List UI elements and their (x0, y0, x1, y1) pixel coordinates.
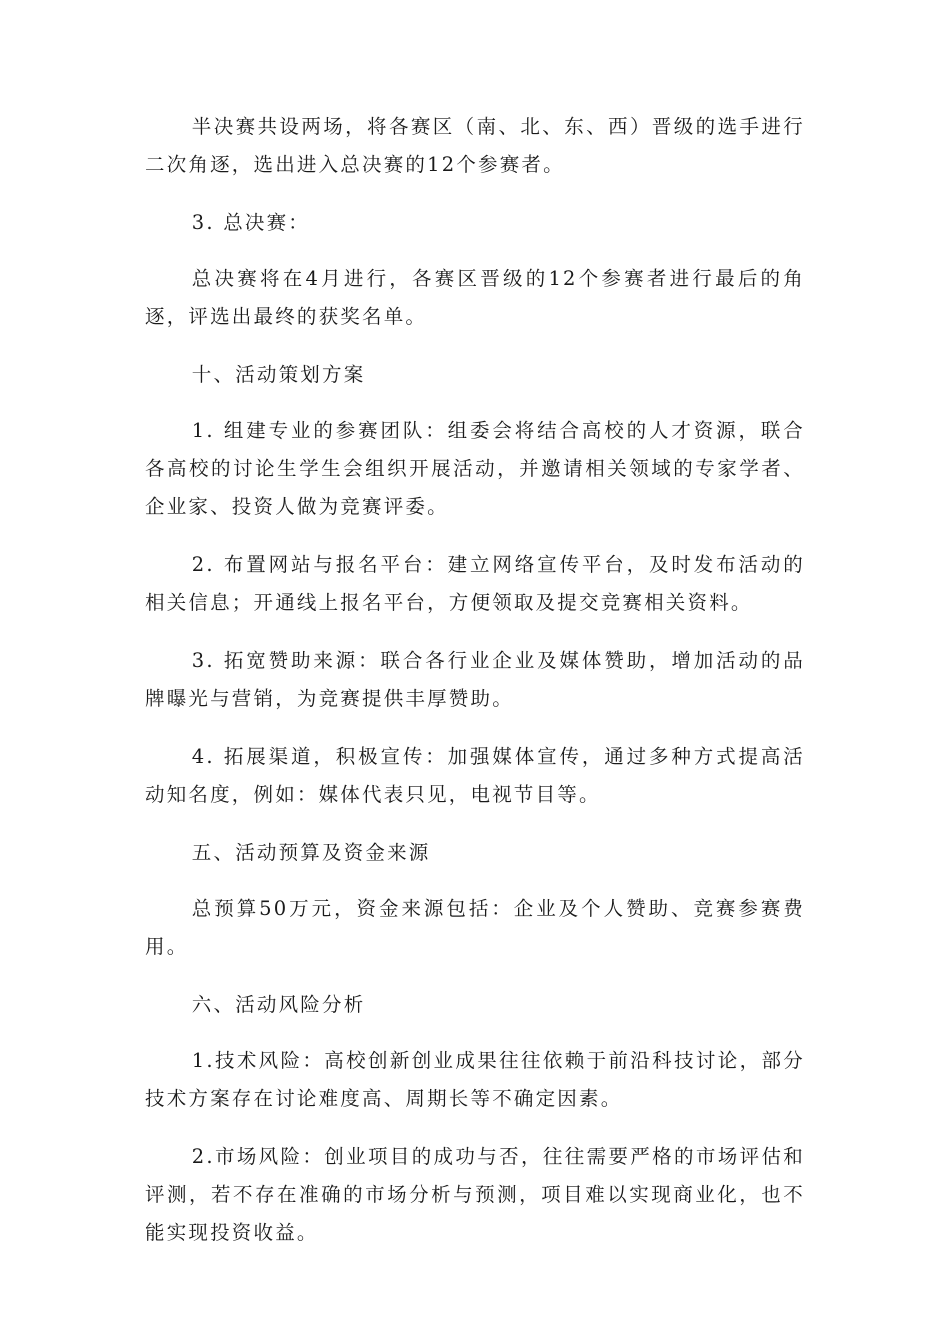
section-heading-risk: 六、活动风险分析 (191, 993, 366, 1016)
paragraph-plan-3: 3. 拓宽赞助来源：联合各行业企业及媒体赞助，增加活动的品牌曝光与营销，为竞赛提供丰厚赞助。 (145, 649, 805, 710)
paragraph-plan-1: 1. 组建专业的参赛团队：组委会将结合高校的人才资源，联合各高校的讨论生学生会组织开展活动，并邀请相关领域的专家学者、企业家、投资人做为竞赛评委。 (145, 419, 805, 518)
paragraph-plan-4: 4. 拓展渠道，积极宣传：加强媒体宣传，通过多种方式提高活动知名度，例如：媒体代表只见，电视节目等。 (145, 745, 805, 806)
section-heading-plan: 十、活动策划方案 (191, 363, 366, 386)
heading-final: 3. 总决赛： (191, 211, 311, 234)
paragraph-budget: 总预算50万元，资金来源包括：企业及个人赞助、竞赛参赛费用。 (145, 897, 805, 958)
paragraph-final: 总决赛将在4月进行，各赛区晋级的12个参赛者进行最后的角逐，评选出最终的获奖名单。 (145, 267, 805, 328)
paragraph-semifinal: 半决赛共设两场，将各赛区（南、北、东、西）晋级的选手进行二次角逐，选出进入总决赛的12个参赛者。 (145, 115, 805, 176)
paragraph-risk-tech: 1.技术风险：高校创新创业成果往往依赖于前沿科技讨论，部分技术方案存在讨论难度高、周期长等不确定因素。 (145, 1049, 805, 1110)
document-body (145, 108, 805, 1272)
section-heading-budget: 五、活动预算及资金来源 (191, 841, 431, 864)
paragraph-plan-2: 2. 布置网站与报名平台：建立网络宣传平台，及时发布活动的相关信息；开通线上报名平台，方便领取及提交竞赛相关资料。 (145, 553, 805, 614)
paragraph-risk-market: 2.市场风险：创业项目的成功与否，往往需要严格的市场评估和评测，若不存在准确的市场分析与预测，项目难以实现商业化，也不能实现投资收益。 (145, 1145, 805, 1244)
